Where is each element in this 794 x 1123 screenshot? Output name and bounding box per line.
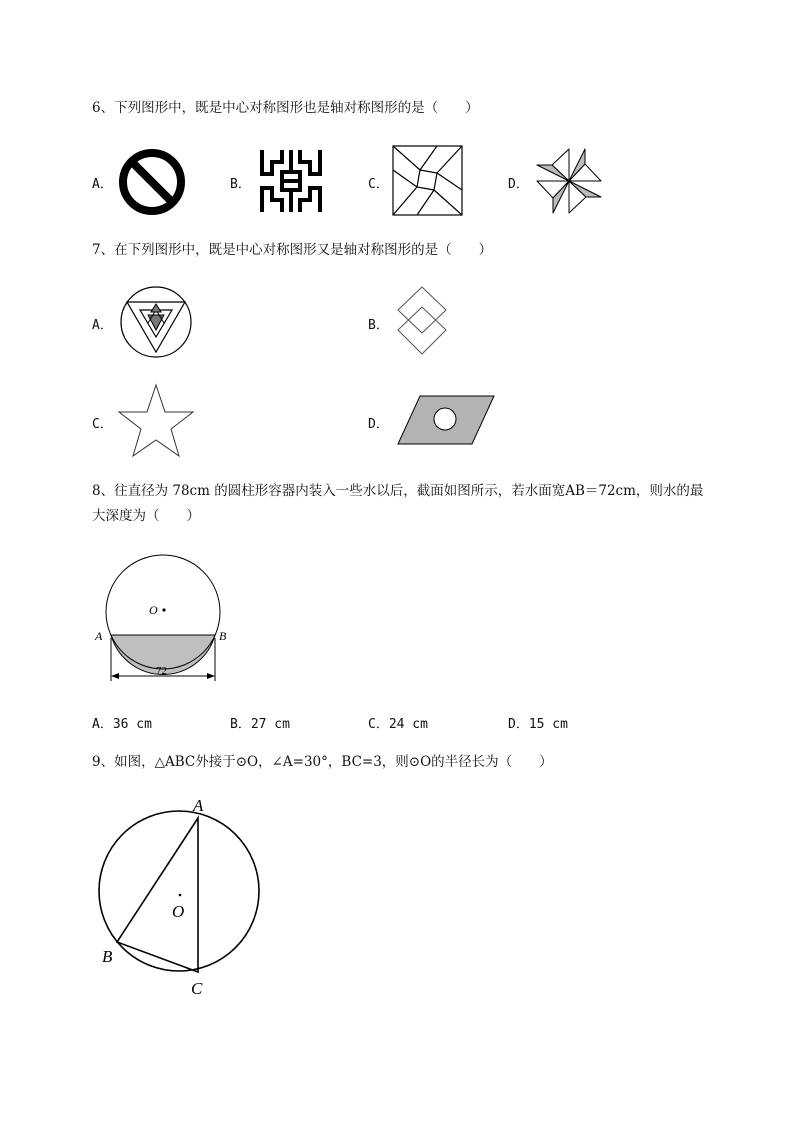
q8-option-c: C．24 cm [368,717,428,732]
question-9-text: 9、如图，△ABC外接于⊙O，∠A=30°，BC=3，则⊙O的半径长为（ ） [92,754,553,770]
q7-figure-a-circle-triangles [118,284,194,360]
q6-option-b-label: B． [230,177,251,192]
q6-figure-c-square-pinwheel [392,145,464,217]
q7-figure-b-two-diamonds [392,283,452,359]
q8-option-b: B．27 cm [230,717,290,732]
question-8-line-1: 8、往直径为 78cm 的圆柱形容器内装入一些水以后，截面如图所示，若水面宽AB＝72cm，则水的最 [92,483,704,499]
q8-option-a: A．36 cm [92,717,152,732]
q8-figure-cylinder-cross-section [90,552,240,688]
question-6-text: 6、下列图形中，既是中心对称图形也是轴对称图形的是（ ） [92,100,479,116]
q6-option-c-label: C． [368,177,389,192]
q8-width-label: 72 [156,665,167,677]
q8-label-a: A [95,629,103,643]
q7-option-b-label: B． [368,318,389,333]
q9-figure-inscribed-triangle [92,790,272,1004]
q7-option-c-label: C． [92,417,113,432]
q9-label-c: C [191,979,203,998]
q6-figure-b-maze-pattern [258,148,324,214]
q6-figure-a-prohibition-sign [116,146,188,218]
q6-option-d-label: D． [508,177,529,192]
q6-option-a-label: A． [92,177,113,192]
q9-label-o: O [172,902,185,921]
q8-option-d: D．15 cm [508,717,568,732]
question-8-line-2: 大深度为（ ） [92,508,200,524]
q6-figure-d-windmill [534,147,604,215]
q7-figure-d-parallelogram-hole [396,394,496,446]
q8-label-o: O [149,603,158,617]
q8-label-b: B [219,629,227,643]
q7-option-d-label: D． [368,417,389,432]
q7-figure-c-star [116,382,196,458]
question-7-text: 7、在下列图形中，既是中心对称图形又是轴对称图形的是（ ） [92,242,493,258]
q7-option-a-label: A． [92,318,113,333]
q9-label-b: B [102,947,113,966]
q9-label-a: A [193,796,204,815]
